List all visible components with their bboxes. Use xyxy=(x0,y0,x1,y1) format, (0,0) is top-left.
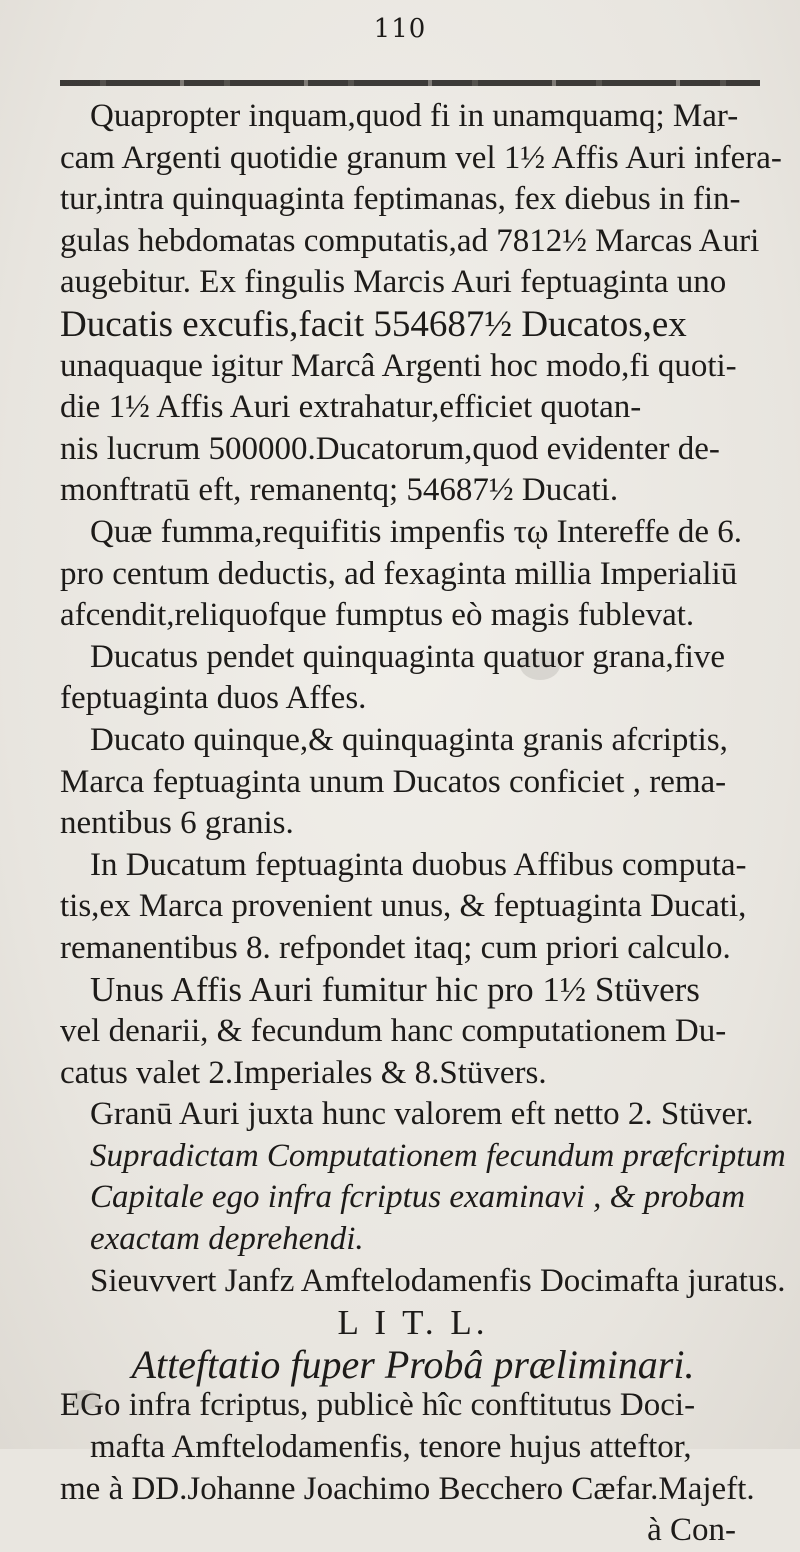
text-line: Quapropter inquam,quod fi in unamquamq; Mar- xyxy=(90,98,739,134)
text-line: remanentibus 8. refpondet itaq; cum priori calculo. xyxy=(60,929,731,966)
text-line: Supradictam Computationem fecundum præfcriptum xyxy=(90,1137,786,1174)
text-line: Ducato quinque,& quinquaginta granis afcriptis, xyxy=(90,721,728,758)
header-rule xyxy=(60,80,760,86)
text-line: nis lucrum 500000.Ducatorum,quod evidenter de- xyxy=(60,430,720,467)
text-line: unaquaque igitur Marcâ Argenti hoc modo,fi quoti- xyxy=(60,347,737,384)
text-line: In Ducatum feptuaginta duobus Affibus computa- xyxy=(90,846,747,883)
text-line: pro centum deductis, ad fexaginta millia Imperialiū xyxy=(60,555,738,592)
text-line: me à DD.Johanne Joachimo Becchero Cæfar.Majeft. xyxy=(60,1470,755,1507)
text-line: Quæ fumma,requifitis impenfis τῳ Intereffe de 6. xyxy=(90,513,743,550)
text-line: mafta Amftelodamenfis, tenore hujus atteftor, xyxy=(90,1429,692,1465)
text-line: exactam deprehendi. xyxy=(90,1221,364,1258)
text-line: afcendit,reliquofque fumptus eò magis fublevat. xyxy=(60,597,695,634)
text-line: augebitur. Ex fingulis Marcis Auri feptuaginta uno xyxy=(60,264,727,301)
section-heading: Atteftatio fuper Probâ præliminari. xyxy=(131,1341,695,1387)
text-line: die 1½ Affis Auri extrahatur,efficiet quotan- xyxy=(60,389,642,426)
text-line: Capitale ego infra fcriptus examinavi , & probam xyxy=(90,1179,746,1216)
text-line: feptuaginta duos Affes. xyxy=(60,680,367,717)
text-line: gulas hebdomatas computatis,ad 7812½ Marcas Auri xyxy=(60,222,760,259)
text-line: Unus Affis Auri fumitur hic pro 1½ Stüvers xyxy=(90,970,700,1010)
text-line: Granū Auri juxta hunc valorem eft netto 2. Stüver. xyxy=(90,1096,754,1133)
text-line: catus valet 2.Imperiales & 8.Stüvers. xyxy=(60,1054,547,1091)
section-marker: L I T. L. xyxy=(337,1303,489,1343)
catchword: à Con- xyxy=(647,1512,736,1549)
text-line: monftratū eft, remanentq; 54687½ Ducati. xyxy=(60,472,619,509)
text-line: cam Argenti quotidie granum vel 1½ Affis Auri infera- xyxy=(60,139,782,176)
text-line: tur,intra quinquaginta feptimanas, fex diebus in fin- xyxy=(60,181,741,218)
text-line: tis,ex Marca provenient unus, & feptuaginta Ducati, xyxy=(60,888,747,925)
text-line: Marca feptuaginta unum Ducatos conficiet , rema- xyxy=(60,763,727,800)
text-line: nentibus 6 granis. xyxy=(60,805,294,842)
text-line: Ducatus pendet quinquaginta quatuor grana,five xyxy=(90,638,726,675)
page-number: 110 xyxy=(373,14,427,44)
page-text xyxy=(60,96,786,1552)
text-line: EGo infra fcriptus, publicè hîc conftitutus Doci- xyxy=(60,1387,696,1424)
text-line: vel denarii, & fecundum hanc computationem Du- xyxy=(60,1013,727,1050)
text-line: Ducatis excufis,facit 554687½ Ducatos,ex xyxy=(60,303,687,345)
signature-line: Sieuvvert Janfz Amftelodamenfis Docimafta juratus. xyxy=(90,1262,786,1299)
